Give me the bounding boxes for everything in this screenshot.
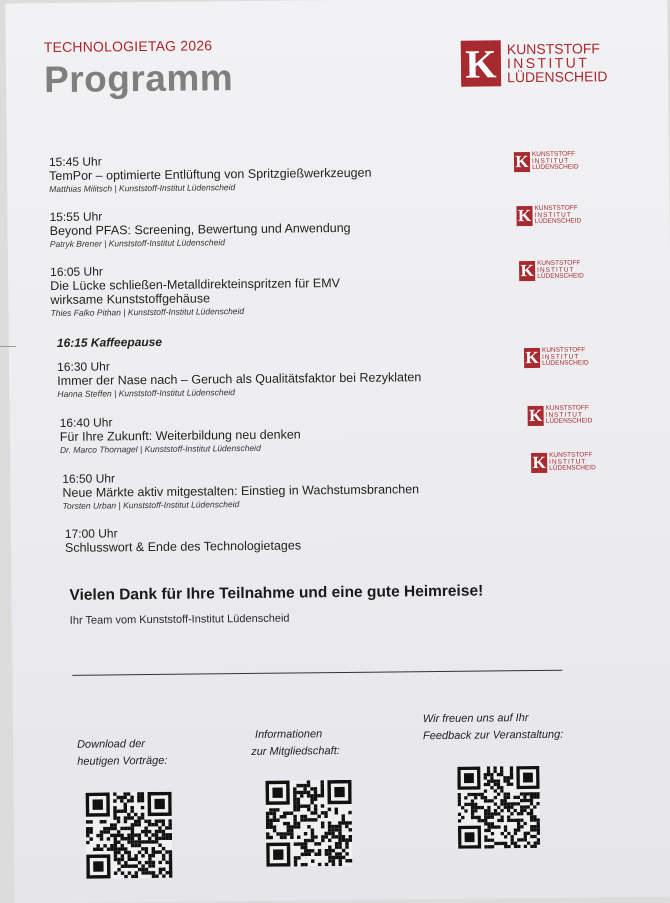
session-speaker: Hanna Steffen | Kunststoff-Institut Lüdenscheid [57, 387, 235, 399]
logo-k-mark: K [517, 205, 532, 226]
session-item [62, 467, 502, 511]
session-title: Neue Märkte aktiv mitgestalten: Einstieg in Wachstumsbranchen [62, 482, 420, 500]
logo-k-mark: K [532, 452, 546, 472]
qr-code-presentations[interactable] [86, 792, 173, 879]
session-speaker: Thies Falko Pithan | Kunststoff-Institut Lüdenscheid [50, 306, 245, 319]
session-title: Immer der Nase nach – Geruch als Qualitätsfaktor bei Rezyklaten [57, 370, 422, 388]
session-time: 16:50 Uhr [62, 471, 116, 486]
logo-wordmark: KUNSTSTOFF INSTITUT LÜDENSCHEID [534, 204, 582, 226]
logo-k-mark: K [515, 152, 529, 172]
logo-wordmark: KUNSTSTOFF INSTITUT LÜDENSCHEID [541, 346, 589, 368]
session-logo [528, 405, 593, 426]
qr-caption-line: Download der [77, 738, 146, 751]
qr-caption-feedback [423, 710, 564, 745]
session-logo [524, 347, 589, 368]
session-item [65, 522, 505, 555]
logo-wordmark [507, 41, 608, 84]
session-speaker: Patryk Brener | Kunststoff-Institut Lüdenscheid [49, 237, 226, 250]
qr-caption-line: heutigen Vorträge: [77, 754, 168, 768]
page-title: Programm [43, 57, 234, 101]
logo-k-mark: K [461, 40, 501, 86]
session-time: 17:00 Uhr [64, 526, 118, 541]
session-item [49, 151, 449, 194]
session-time: 16:30 Uhr [57, 359, 110, 374]
session-time: 16:05 Uhr [50, 264, 103, 280]
session-title: Beyond PFAS: Screening, Bewertung und Anwendung [49, 220, 351, 239]
session-title: Die Lücke schließen-Metalldirekteinspritzen für EMV [50, 276, 341, 294]
session-logo [531, 452, 596, 473]
logo-line-3: LÜDENSCHEID [507, 68, 608, 86]
session-item [57, 355, 487, 399]
session-time: 15:55 Uhr [49, 209, 103, 225]
qr-caption-membership [251, 726, 340, 761]
qr-caption-line: Informationen [254, 728, 323, 741]
session-logo [514, 151, 579, 172]
event-name: TECHNOLOGIETAG 2026 [43, 37, 213, 56]
qr-caption-line: Wir freuen uns auf Ihr [422, 712, 529, 726]
qr-caption-line: zur Mitgliedschaft: [251, 745, 340, 758]
session-speaker: Matthias Militsch | Kunststoff-Institut Lüdenscheid [49, 182, 236, 195]
coffee-break: 16:15 Kaffeepause [56, 334, 163, 350]
session-item [49, 206, 449, 249]
institute-logo [461, 39, 608, 87]
thanks-heading: Vielen Dank für Ihre Teilnahme und eine gute Heimreise! [69, 582, 484, 604]
thanks-subtitle: Ihr Team vom Kunststoff-Institut Lüdenscheid [69, 612, 290, 627]
session-logo [519, 260, 584, 281]
qr-caption-presentations [77, 736, 167, 771]
session-title: Für Ihre Zukunft: Weiterbildung neu denken [59, 427, 301, 444]
session-item [50, 261, 451, 318]
qr-code-feedback[interactable] [457, 766, 540, 849]
session-time: 16:40 Uhr [59, 415, 113, 430]
session-title-continued: wirksame Kunststoffgehäuse [50, 291, 211, 308]
session-title: TemPor – optimierte Entlüftung von Spritzgießwerkzeugen [49, 165, 372, 184]
logo-line-2: INSTITUT [506, 54, 590, 72]
page-edge-mark [0, 346, 16, 347]
session-title: Schlusswort & Ende des Technologietages [64, 538, 302, 555]
session-speaker: Dr. Marco Thornagel | Kunststoff-Institut Lüdenscheid [59, 442, 261, 455]
session-item [60, 411, 490, 455]
logo-k-mark: K [520, 260, 534, 281]
logo-wordmark: KUNSTSTOFF INSTITUT LÜDENSCHEID [549, 451, 596, 473]
session-logo [516, 205, 581, 226]
session-speaker: Torsten Urban | Kunststoff-Institut Lüdenscheid [62, 499, 240, 511]
session-time: 15:45 Uhr [48, 154, 102, 170]
logo-wordmark: KUNSTSTOFF INSTITUT LÜDENSCHEID [545, 404, 593, 426]
qr-caption-line: Feedback zur Veranstaltung: [422, 728, 564, 743]
logo-line-1: KUNSTSTOFF [506, 40, 600, 58]
logo-k-mark: K [525, 347, 539, 368]
qr-code-membership[interactable] [265, 780, 352, 867]
logo-wordmark: KUNSTSTOFF INSTITUT LÜDENSCHEID [537, 259, 584, 281]
logo-wordmark: KUNSTSTOFF INSTITUT LÜDENSCHEID [531, 150, 579, 172]
program-sheet [5, 0, 670, 903]
divider-line [72, 670, 562, 676]
logo-k-mark: K [528, 405, 543, 426]
